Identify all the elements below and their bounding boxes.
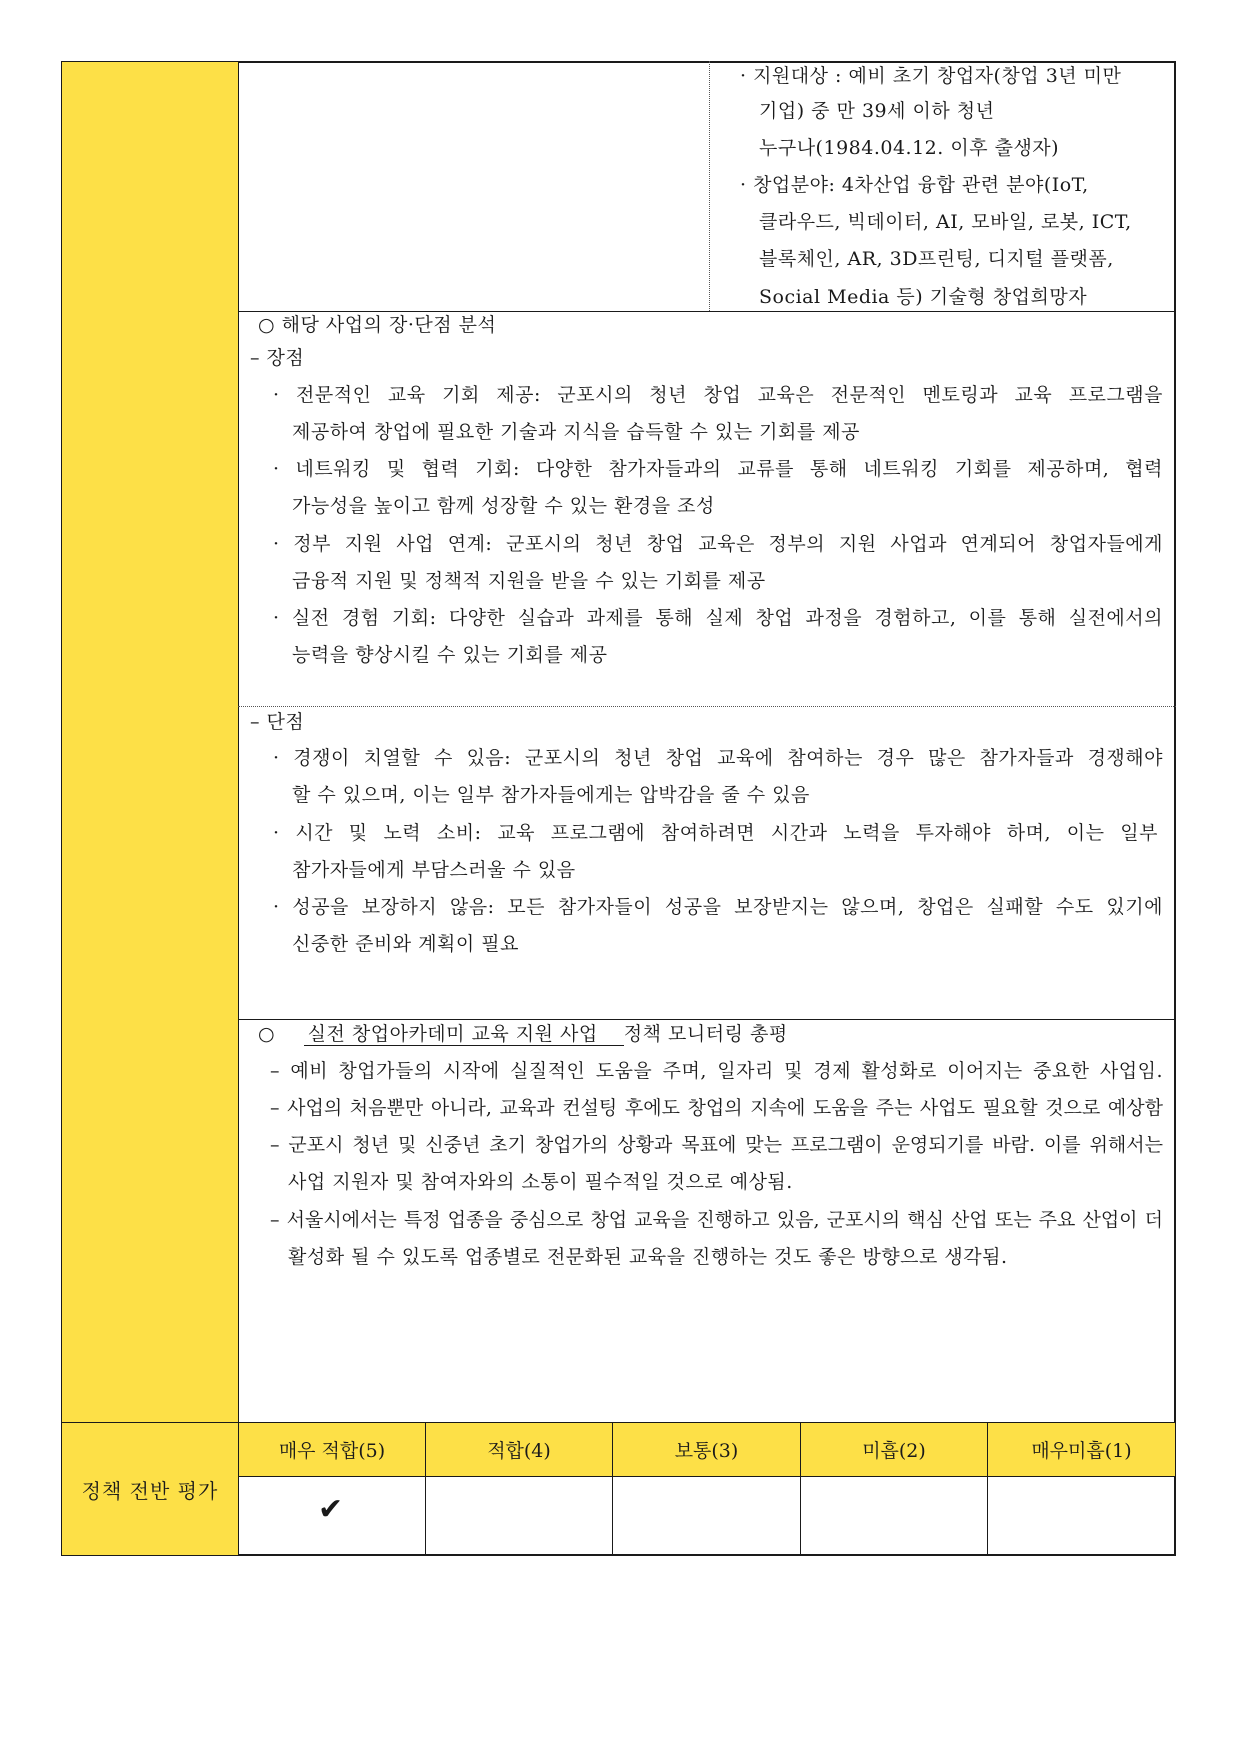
summary-line: – 사업의 처음뿐만 아니라, 교육과 컨설팅 후에도 창업의 지속에 도움을 주는 사업도 필요할 것으로 예상함 (270, 1097, 1163, 1119)
pros-line: 능력을 향상시킬 수 있는 기회를 제공 (292, 644, 608, 666)
eval-answer-cell-1[interactable] (988, 1477, 1175, 1555)
eval-answer-cell-4[interactable] (426, 1477, 612, 1555)
cons-line: · 시간 및 노력 소비: 교육 프로그램에 참여하려면 시간과 노력을 투자해야 하며, 이는 일부 (273, 822, 1158, 844)
pros-line: · 네트워킹 및 협력 기회: 다양한 참가자들과의 교류를 통해 네트워킹 기회를 제공하며, 협력 (273, 458, 1163, 480)
cons-line: 참가자들에게 부담스러울 수 있음 (292, 859, 576, 881)
support-info-bottom-border (238, 311, 1176, 312)
summary-top-border (238, 1019, 1176, 1020)
support-info-divider (709, 61, 710, 311)
summary-heading-suffix: 정책 모니터링 총평 (623, 1023, 788, 1045)
support-info-line: 블록체인, AR, 3D프린팅, 디지털 플랫폼, (759, 248, 1114, 270)
evaluation-label: 정책 전반 평가 (81, 1478, 219, 1503)
eval-option-insufficient: 미흡(2) (862, 1440, 926, 1462)
eval-answer-cell-3[interactable] (613, 1477, 800, 1555)
eval-option-suitable: 적합(4) (487, 1440, 551, 1462)
pros-line: 제공하여 창업에 필요한 기술과 지식을 습득할 수 있는 기회를 제공 (292, 421, 860, 443)
summary-line: – 예비 창업가들의 시작에 실질적인 도움을 주며, 일자리 및 경제 활성화로 이어지는 중요한 사업임. (270, 1060, 1163, 1082)
pros-line: 금융적 지원 및 정책적 지원을 받을 수 있는 기회를 제공 (292, 570, 766, 592)
summary-circle: ○ (258, 1023, 276, 1045)
eval-option-very-insufficient: 매우미흡(1) (1031, 1440, 1132, 1462)
pros-line: · 정부 지원 사업 연계: 군포시의 청년 창업 교육은 정부의 지원 사업과 연계되어 창업자들에게 (273, 533, 1163, 555)
summary-project-name: 실전 창업아카데미 교육 지원 사업 (304, 1023, 624, 1046)
cons-line: 신중한 준비와 계획이 필요 (292, 933, 520, 955)
pros-cons-divider (238, 706, 1176, 707)
summary-line: 활성화 될 수 있도록 업종별로 전문화된 교육을 진행하는 것도 좋은 방향으로 생각됨. (288, 1246, 1008, 1268)
pros-line: 가능성을 높이고 함께 성장할 수 있는 환경을 조성 (292, 495, 715, 517)
support-info-line: 누구나(1984.04.12. 이후 출생자) (759, 137, 1060, 159)
pros-line: · 실전 경험 기회: 다양한 실습과 과제를 통해 실제 창업 과정을 경험하고, 이를 통해 실전에서의 (273, 607, 1163, 629)
eval-option-average: 보통(3) (674, 1440, 739, 1462)
evaluation-label-cell (62, 1423, 238, 1555)
cons-line: · 경쟁이 치열할 수 있음: 군포시의 청년 창업 교육에 참여하는 경우 많은 참가자들과 경쟁해야 (273, 747, 1163, 769)
pros-line: · 전문적인 교육 기회 제공: 군포시의 청년 창업 교육은 전문적인 멘토링과 교육 프로그램을 (273, 384, 1163, 406)
analysis-heading: ○ 해당 사업의 장·단점 분석 (258, 314, 497, 336)
eval-answer-cell-2[interactable] (801, 1477, 987, 1555)
support-info-line: 클라우드, 빅데이터, AI, 모바일, 로봇, ICT, (759, 211, 1132, 233)
support-info-line: · 창업분야: 4차산업 융합 관련 분야(IoT, (740, 174, 1089, 196)
eval-option-very-suitable: 매우 적합(5) (278, 1440, 386, 1462)
support-info-line: · 지원대상 : 예비 초기 창업자(창업 3년 미만 (740, 65, 1122, 87)
cons-line: · 성공을 보장하지 않음: 모든 참가자들이 성공을 보장받지는 않으며, 창업은 실패할 수도 있기에 (273, 896, 1163, 918)
summary-line: – 군포시 청년 및 신중년 초기 창업가의 상황과 목표에 맞는 프로그램이 운영되기를 바람. 이를 위해서는 (270, 1134, 1163, 1156)
cons-label: – 단점 (250, 711, 305, 733)
support-info-line: 기업) 중 만 39세 이하 청년 (759, 100, 995, 122)
check-mark-icon: ✔ (318, 1492, 344, 1527)
support-info-line: Social Media 등) 기술형 창업희망자 (759, 286, 1088, 308)
summary-line: 사업 지원자 및 참여자와의 소통이 필수적일 것으로 예상됨. (288, 1171, 793, 1193)
cons-line: 할 수 있으며, 이는 일부 참가자들에게는 압박감을 줄 수 있음 (292, 784, 810, 806)
summary-heading (258, 1022, 788, 1046)
pros-label: – 장점 (250, 347, 305, 369)
left-column-divider (238, 61, 239, 1556)
summary-line: – 서울시에서는 특정 업종을 중심으로 창업 교육을 진행하고 있음, 군포시의 핵심 산업 또는 주요 산업이 더 (270, 1209, 1163, 1231)
left-yellow-column (62, 62, 238, 1422)
